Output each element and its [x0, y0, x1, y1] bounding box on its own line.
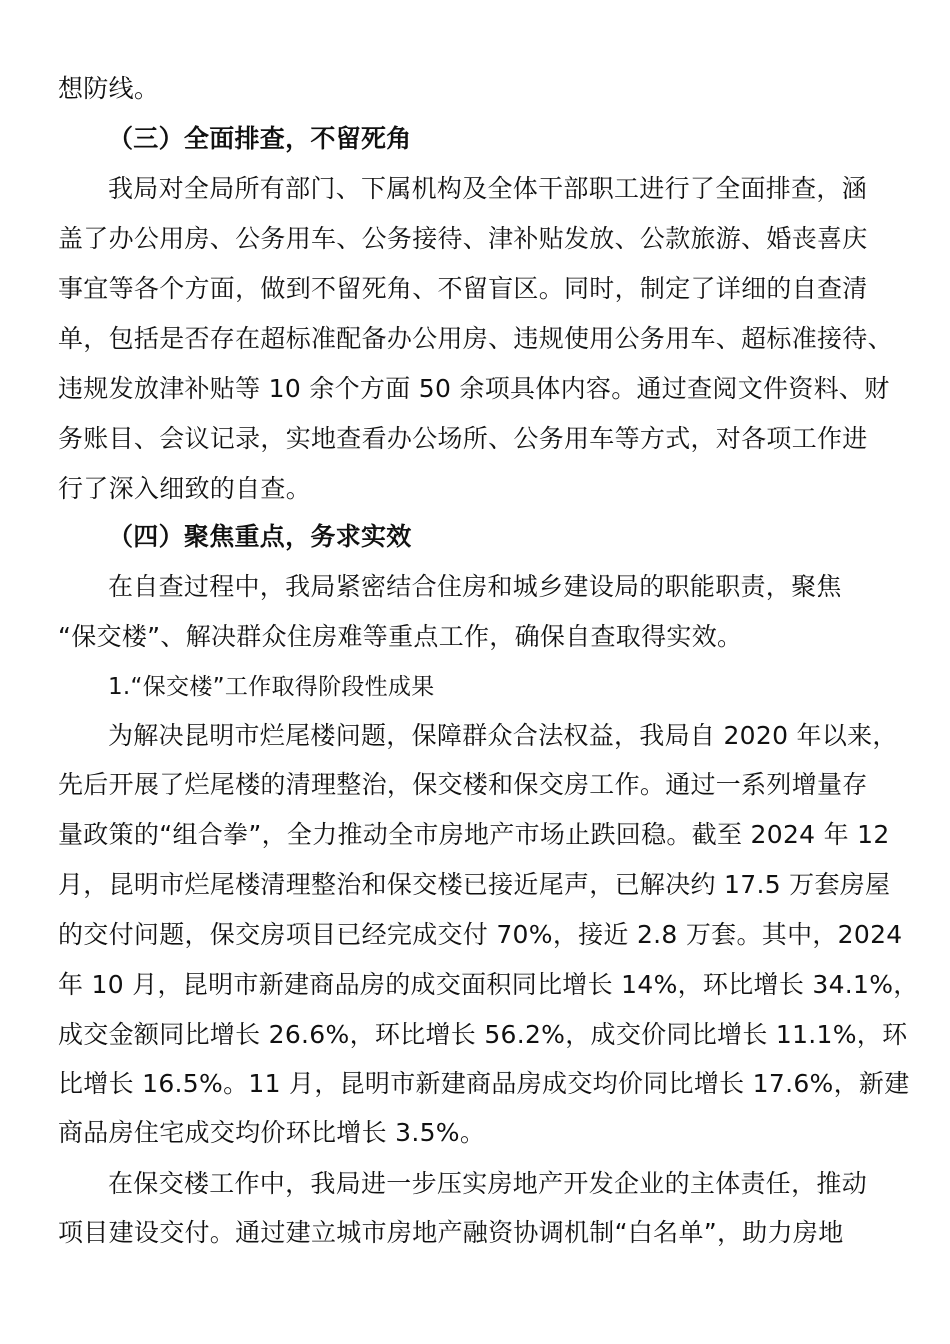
paragraph-line: “保交楼”、解决群众住房难等重点工作，确保自查取得实效。: [58, 622, 743, 651]
paragraph-line: 的交付问题，保交房项目已经完成交付 70%，接近 2.8 万套。其中，2024: [58, 920, 903, 949]
paragraph-line: 违规发放津补贴等 10 余个方面 50 余项具体内容。通过查阅文件资料、财: [58, 374, 890, 403]
paragraph-line: 量政策的“组合拳”，全力推动全市房地产市场止跌回稳。截至 2024 年 12: [58, 820, 890, 849]
paragraph-line: 事宜等各个方面，做到不留死角、不留盲区。同时，制定了详细的自查清: [58, 274, 868, 303]
paragraph-line: 为解决昆明市烂尾楼问题，保障群众合法权益，我局自 2020 年以来，: [108, 721, 898, 750]
paragraph-line: 项目建设交付。通过建立城市房地产融资协调机制“白名单”，助力房地: [58, 1218, 844, 1247]
paragraph-line: 在保交楼工作中，我局进一步压实房地产开发企业的主体责任，推动: [108, 1169, 868, 1198]
paragraph-line: 成交金额同比增长 26.6%，环比增长 56.2%，成交价同比增长 11.1%，环: [58, 1020, 908, 1049]
paragraph-line: 盖了办公用房、公务用车、公务接待、津补贴发放、公款旅游、婚丧喜庆: [58, 224, 868, 253]
paragraph-line: 我局对全局所有部门、下属机构及全体干部职工进行了全面排查，涵: [108, 174, 868, 203]
subsection-heading: 1.“保交楼”工作取得阶段性成果: [108, 674, 435, 700]
section-heading-four: （四）聚焦重点，务求实效: [108, 522, 412, 551]
paragraph-line: 比增长 16.5%。11 月，昆明市新建商品房成交均价同比增长 17.6%，新建: [58, 1069, 910, 1098]
paragraph-line: 在自查过程中，我局紧密结合住房和城乡建设局的职能职责，聚焦: [108, 572, 842, 601]
paragraph-line: 商品房住宅成交均价环比增长 3.5%。: [58, 1118, 486, 1147]
paragraph-line: 年 10 月，昆明市新建商品房的成交面积同比增长 14%，环比增长 34.1%，: [58, 970, 919, 999]
paragraph-line: 单，包括是否存在超标准配备办公用房、违规使用公务用车、超标准接待、: [58, 324, 893, 353]
paragraph-line: 务账目、会议记录，实地查看办公场所、公务用车等方式，对各项工作进: [58, 424, 868, 453]
paragraph-line: 想防线。: [58, 74, 160, 103]
section-heading-three: （三）全面排查，不留死角: [108, 124, 412, 153]
paragraph-line: 月，昆明市烂尾楼清理整治和保交楼已接近尾声，已解决约 17.5 万套房屋: [58, 870, 891, 899]
paragraph-line: 行了深入细致的自查。: [58, 474, 312, 503]
paragraph-line: 先后开展了烂尾楼的清理整治，保交楼和保交房工作。通过一系列增量存: [58, 770, 868, 799]
